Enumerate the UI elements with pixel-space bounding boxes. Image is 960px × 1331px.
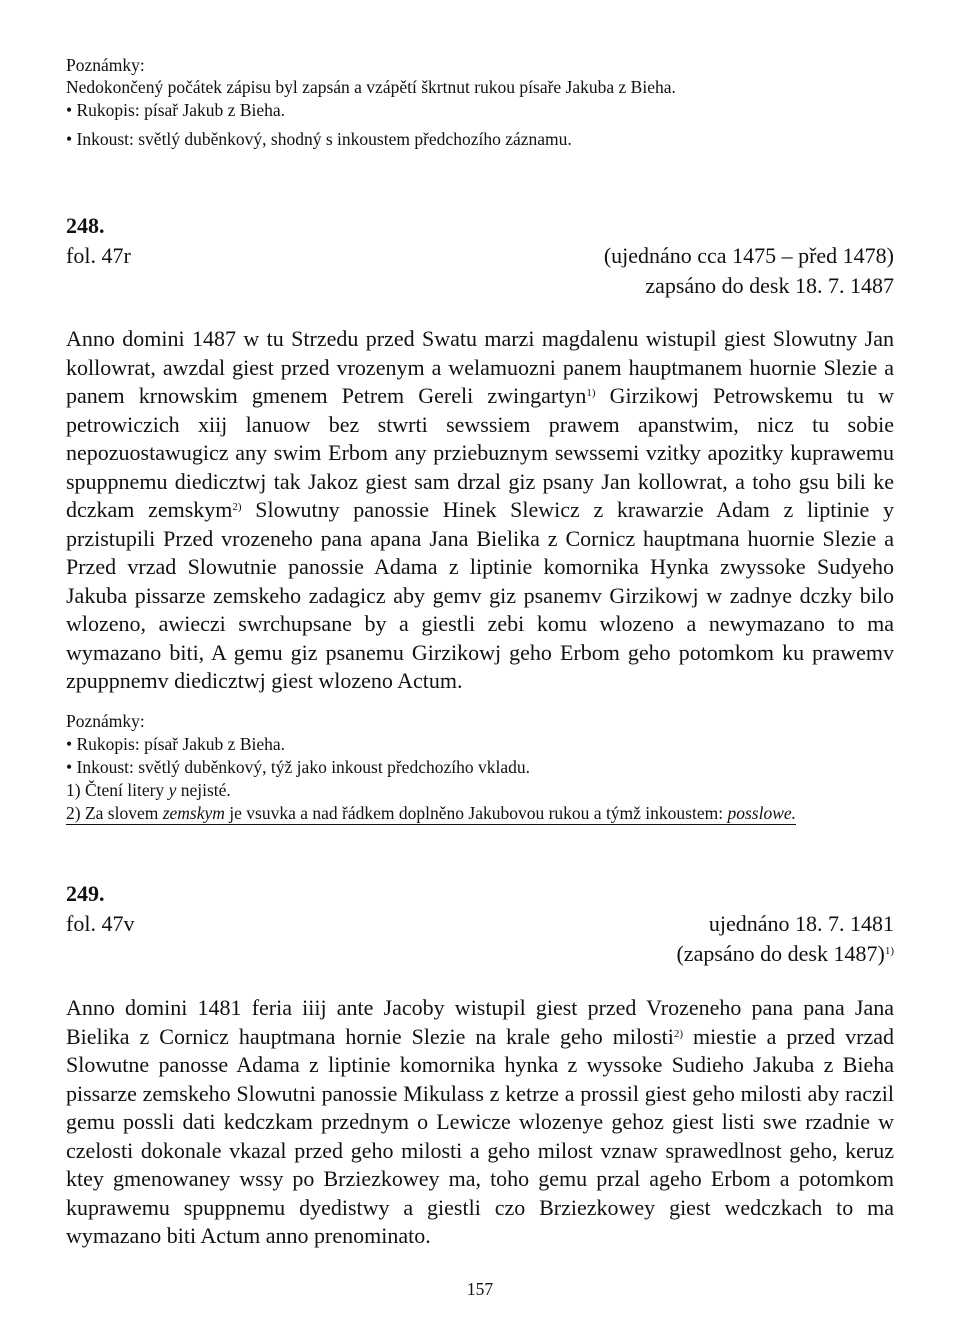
entry-248-notes (66, 710, 894, 824)
footnote-ref: 2) (232, 501, 242, 513)
folio-label: fol. 47v (66, 911, 135, 936)
page-number: 157 (466, 1279, 494, 1299)
note-line: 1) Čtení litery y nejisté. (66, 780, 231, 800)
footnote-ref: 1) (586, 387, 596, 399)
entry-249 (66, 880, 894, 968)
notes-heading: Poznámky: (66, 711, 145, 731)
note-line: • Rukopis: písař Jakub z Bieha. (66, 734, 286, 754)
top-notes (66, 54, 894, 150)
note-line: • Inkoust: světlý duběnkový, týž jako inkoust předchozího vkladu. (66, 757, 530, 777)
entry-249-text: Anno domini 1481 feria iiij ante Jacoby wistupil giest przed Vrozeneho pana pana Jana Bielika z Cornicz hauptmana hornie Slezie na krale geho milosti$^{2)}$ miestie a przed vrzad Slowutne panosse Adama z liptinie komornika hynka z wyssoke Sudieho Jakuba z Bieha pissarze zemskeho Slowutni panossie Mikulass z ketrze a prossil giest geho milosti aby raczil gemu possli dati kedczkam przednym o Lewicze wlozenye gehoz giest listi swe rzadnie w czelosti dokonale vkazal przed geho milosti a geho milost vznaw sprawedlnost geho, keruz ktey gmenowaney wssy po Brziezkowey ma, toho gemu przal ageho Erbom a potomkom kuprawemu spuppnemu dyedistwy a giestli czo Brziezkowey giest wedczkach to ma wymazano biti Actum anno prenominato. (66, 995, 895, 1248)
date-recorded: zapsáno do desk 18. 7. 1487 (645, 273, 894, 298)
entry-number: 249. (66, 881, 105, 906)
footnote-ref: 1) (884, 945, 894, 957)
note-line: • Rukopis: písař Jakub z Bieha. (66, 100, 286, 120)
folio-label: fol. 47r (66, 243, 131, 268)
entry-248-text: Anno domini 1487 w tu Strzedu przed Swatu marzi magdalenu wistupil giest Slowutny Jan kollowrat, awzdal giest przed vrozenym a welamuozni panem hauptmanem huornie Slezie a panem krnowskim gmenem Petrem Gereli zwingartyn$^{1)}$ Girzikowj Petrowskemu tu w petrowiczich xiij lanuow bez stwrti sewssiem prawem apanstwim, nicz tu sobie nepozuostawugicz any swim Erbom any prziebuznym sewssemi vzitky apozitky kuprawemu spuppnemu diedicztwj tak Jakoz giest sam drzal giz psany Jan kollowrat, a toho gsu bili ke dczkam zemskym$^{2)}$ Slowutny panossie Hinek Slewicz z krawarzie Adam z liptinie y przistupili Przed vrozeneho pana apana Jana Bielika z Cornicz hauptmana huornie Slezie a Przed vrzad Slowutnie panossie Adama z liptinie komornika Hynka zwyssoke Sudyeho Jakuba pissarze zemskeho zadagicz aby gemv giz psanemv Girzikowj w zadnye dczky bilo wlozeno, awieczi swrchupsane by a giestli zebi komu wlozeno a newymazano to ma wymazano biti, A gemu giz psanemu Girzikowj geho Erbom geho potomkom ku prawemv zpuppnemv diedicztwj giest wlozeno Actum. (66, 326, 895, 693)
entry-number: 248. (66, 213, 105, 238)
note-line: • Inkoust: světlý duběnkový, shodný s inkoustem předchozího záznamu. (66, 129, 572, 149)
notes-heading: Poznámky: (66, 55, 145, 75)
entry-248 (66, 212, 894, 300)
footnote-ref: 2) (673, 1027, 684, 1040)
note-line: Nedokončený počátek zápisu byl zapsán a vzápětí škrtnut rukou písaře Jakuba z Bieha. (66, 77, 676, 97)
date-agreed: ujednáno 18. 7. 1481 (708, 911, 894, 936)
date-agreed: (ujednáno cca 1475 – před 1478) (603, 243, 894, 268)
note-line: 2) Za slovem zemskym je vsuvka a nad řádkem doplněno Jakubovou rukou a týmž inkoustem: posslowe. (66, 803, 797, 823)
date-recorded: (zapsáno do desk 1487)$^{1)}$ (676, 941, 894, 966)
